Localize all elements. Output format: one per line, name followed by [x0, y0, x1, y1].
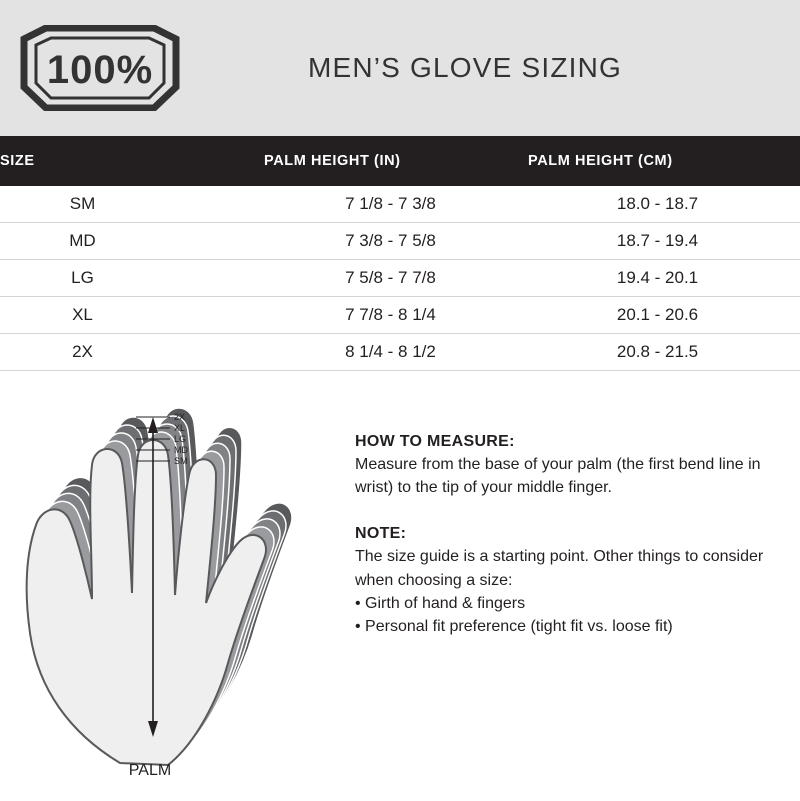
hand-diagram: [0, 371, 355, 786]
palm-label: PALM: [128, 762, 172, 779]
spacer: [355, 499, 770, 525]
cell-palm-cm: 20.8 - 21.5: [528, 334, 800, 371]
header: [0, 0, 800, 136]
cell-palm-in: 8 1/4 - 8 1/2: [264, 334, 528, 371]
table-row: [0, 297, 800, 334]
how-to-measure-heading: HOW TO MEASURE:: [355, 433, 515, 450]
how-to-measure-text: Measure from the base of your palm (the first bend line in wrist) to the tip of your middle finger.: [355, 456, 761, 497]
column-header-palm-in: PALM HEIGHT (IN): [264, 153, 401, 169]
cell-size: 2X: [0, 334, 264, 371]
size-table: [0, 136, 800, 371]
table-row: [0, 223, 800, 260]
table-row: [0, 186, 800, 223]
page-title: MEN’S GLOVE SIZING: [307, 52, 623, 83]
lower-section: [0, 371, 800, 786]
cell-palm-in: 7 7/8 - 8 1/4: [264, 297, 528, 334]
cell-size: LG: [0, 260, 264, 297]
note-bullet-fit: • Personal fit preference (tight fit vs. loose fit): [355, 617, 673, 635]
cell-palm-cm: 19.4 - 20.1: [528, 260, 800, 297]
table-header-row: [0, 136, 800, 186]
cell-size: SM: [0, 186, 264, 223]
hand-outline-icon: [0, 371, 355, 786]
logo-wrap: [0, 25, 200, 111]
size-mark-xl: XL: [174, 423, 186, 433]
instructions: [355, 371, 800, 786]
cell-palm-cm: 18.0 - 18.7: [528, 186, 800, 223]
size-mark-sm: SM: [174, 456, 188, 466]
cell-size: MD: [0, 223, 264, 260]
100-percent-logo-icon: [20, 25, 180, 111]
cell-palm-in: 7 3/8 - 7 5/8: [264, 223, 528, 260]
svg-text:100%: 100%: [46, 48, 154, 92]
size-mark-md: MD: [174, 445, 188, 455]
cell-palm-in: 7 1/8 - 7 3/8: [264, 186, 528, 223]
cell-size: XL: [0, 297, 264, 334]
column-header-size: SIZE: [0, 153, 35, 169]
note-text: The size guide is a starting point. Other things to consider when choosing a size:: [355, 548, 764, 589]
table-row: [0, 334, 800, 371]
column-header-palm-cm: PALM HEIGHT (CM): [528, 153, 673, 169]
table-row: [0, 260, 800, 297]
cell-palm-cm: 20.1 - 20.6: [528, 297, 800, 334]
cell-palm-cm: 18.7 - 19.4: [528, 223, 800, 260]
size-mark-lg: LG: [174, 434, 187, 444]
note-bullet-girth: • Girth of hand & fingers: [355, 594, 526, 612]
size-mark-2x: 2X: [174, 412, 186, 422]
note-heading: NOTE:: [355, 525, 407, 543]
cell-palm-in: 7 5/8 - 7 7/8: [264, 260, 528, 297]
